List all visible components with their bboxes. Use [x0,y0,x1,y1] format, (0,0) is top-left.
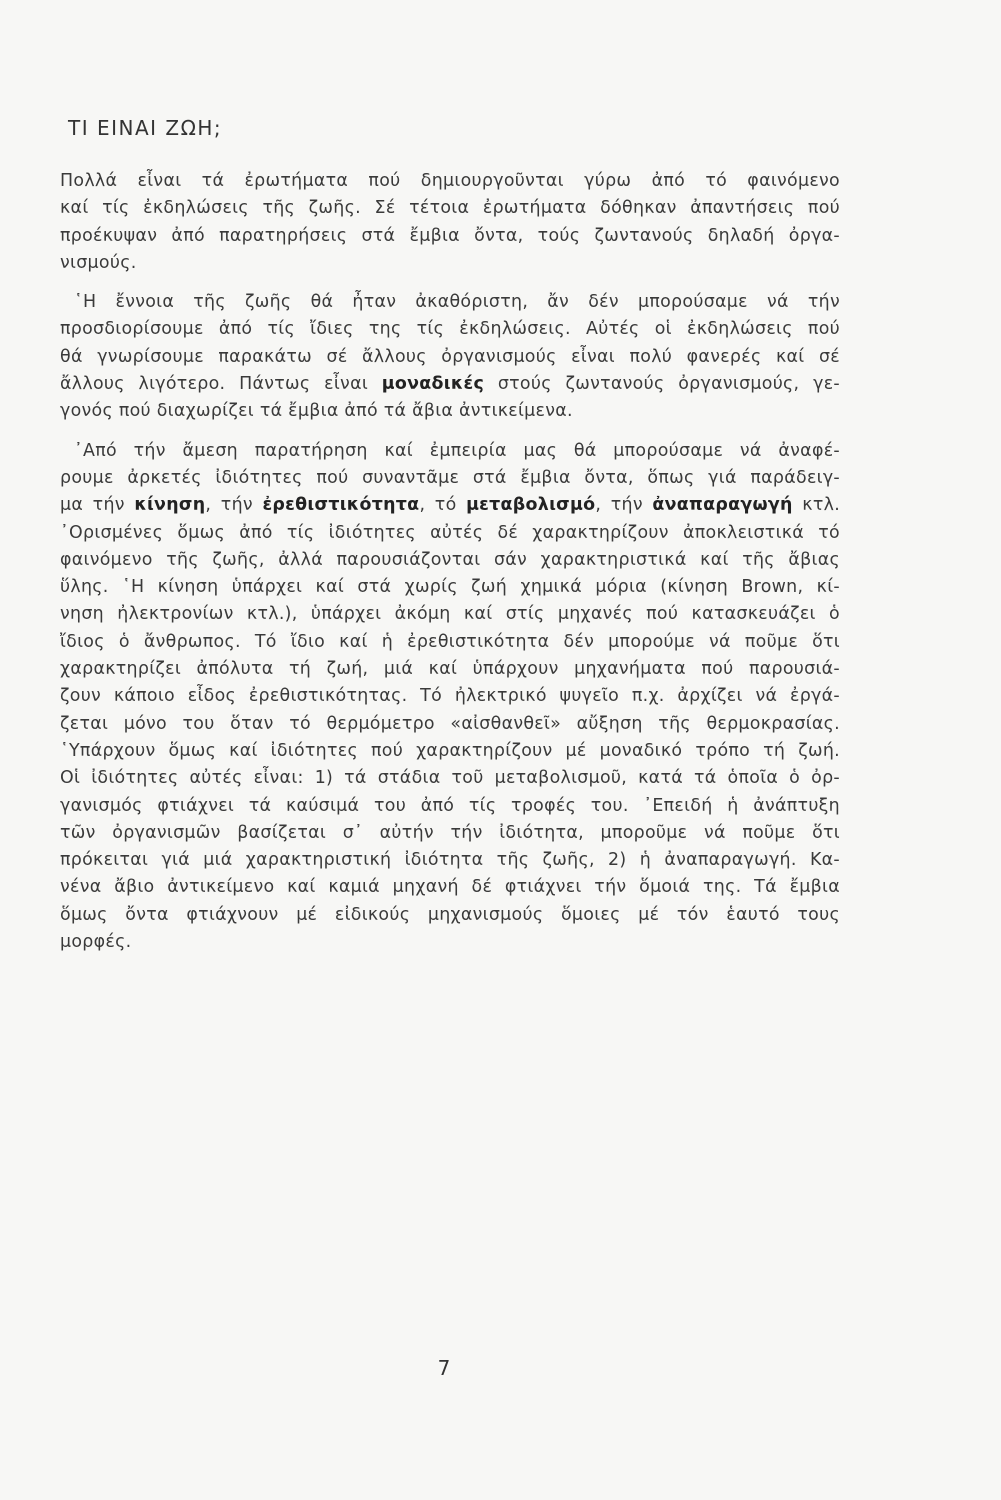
paragraph-2 [60,289,840,425]
text-segment: , τό [419,495,457,516]
text-line: φαινόμενο τῆς ζωῆς, ἀλλά παρουσιάζονται σάν χαρακτηριστικά καί τῆς ἄβιας [60,549,840,570]
text-segment: κτλ. [802,495,841,516]
text-segment: ἄλλους λιγότερο. Πάντως εἶναι [60,374,369,395]
emphasis-term: μεταβολισμό [466,495,596,516]
text-line: ἴδιος ὁ ἄνθρωπος. Τό ἴδιο καί ἡ ἐρεθιστικότητα δέν μπορούμε νά ποῦμε ὅτι [60,631,840,652]
text-line: ὅμως ὄντα φτιάχνουν μέ εἰδικούς μηχανισμούς ὅμοιες μέ τόν ἑαυτό τους [60,904,840,925]
text-line: νηση ἠλεκτρονίων κτλ.), ὑπάρχει ἀκόμη καί στίς μηχανές πού κατασκευάζει ὁ [60,604,840,625]
text-line: ζεται μόνο του ὅταν τό θερμόμετρο «αἰσθανθεῖ» αὔξηση τῆς θερμοκρασίας. [60,713,840,734]
text-line: ῾Η ἔννοια τῆς ζωῆς θά ἦταν ἀκαθόριστη, ἄν δέν μπορούσαμε νά τήν [74,292,840,313]
paragraph-1 [60,168,840,277]
chapter-title: ΤΙ ΕΙΝΑΙ ΖΩΗ; [68,116,223,140]
text-line [60,492,840,519]
text-line: γονός πού διαχωρίζει τά ἔμβια ἀπό τά ἄβια ἀντικείμενα. [60,401,573,422]
page-number: 7 [437,1356,451,1380]
text-line: τῶν ὀργανισμῶν βασίζεται σ᾽ αὐτήν τήν ἰδιότητα, μποροῦμε νά ποῦμε ὅτι [60,822,840,843]
text-segment: μα τήν [60,495,125,516]
text-line: Οἱ ἰδιότητες αὐτές εἶναι: 1) τά στάδια τοῦ μεταβολισμοῦ, κατά τά ὁποῖα ὁ ὀρ- [60,768,840,789]
text-segment: στούς ζωντανούς ὀργανισμούς, γε- [497,374,840,395]
text-line: ῾Υπάρχουν ὅμως καί ἰδιότητες πού χαρακτηρίζουν μέ μοναδικό τρόπο τή ζωή. [60,740,840,761]
text-line: ρουμε ἀρκετές ἰδιότητες πού συναντᾶμε στά ἔμβια ὄντα, ὅπως γιά παράδειγ- [60,467,840,488]
text-line: νισμούς. [60,252,137,273]
text-line: πρόκειται γιά μιά χαρακτηριστική ἰδιότητα τῆς ζωῆς, 2) ἡ ἀναπαραγωγή. Κα- [60,850,840,871]
emphasis-term: κίνηση [134,495,206,516]
text-line: νένα ἄβιο ἀντικείμενο καί καμιά μηχανή δέ φτιάχνει τήν ὅμοιά της. Τά ἔμβια [60,877,840,898]
emphasis-term: ἐρεθιστικότητα [262,495,420,516]
text-line: χαρακτηρίζει ἀπόλυτα τή ζωή, μιά καί ὑπάρχουν μηχανήματα πού παρουσιά- [60,659,840,680]
emphasis-term: μοναδικές [381,374,485,395]
emphasis-term: ἀναπαραγωγή [652,495,793,516]
body-text [60,168,840,968]
text-line: προσδιορίσουμε ἀπό τίς ἴδιες της τίς ἐκδηλώσεις. Αὐτές οἱ ἐκδηλώσεις πού [60,319,840,340]
text-segment: , τήν [205,495,253,516]
text-line: ᾽Από τήν ἄμεση παρατήρηση καί ἐμπειρία μας θά μπορούσαμε νά ἀναφέ- [74,440,840,461]
text-line: καί τίς ἐκδηλώσεις τῆς ζωῆς. Σέ τέτοια ἐρωτήματα δόθηκαν ἀπαντήσεις πού [60,198,840,219]
text-line: ὕλης. ῾Η κίνηση ὑπάρχει καί στά χωρίς ζωή χημικά μόρια (κίνηση Brown, κί- [60,577,840,598]
text-line: ᾽Ορισμένες ὅμως ἀπό τίς ἰδιότητες αὐτές δέ χαρακτηρίζουν ἀποκλειστικά τό [60,522,840,543]
text-line: προέκυψαν ἀπό παρατηρήσεις στά ἔμβια ὄντα, τούς ζωντανούς δηλαδή ὀργα- [60,225,840,246]
text-segment: , τήν [595,495,643,516]
text-line: μορφές. [60,932,132,953]
text-line: Πολλά εἶναι τά ἐρωτήματα πού δημιουργοῦνται γύρω ἀπό τό φαινόμενο [60,171,840,191]
text-line: θά γνωρίσουμε παρακάτω σέ ἄλλους ὀργανισμούς εἶναι πολύ φανερές καί σέ [60,346,840,367]
text-line [60,371,840,398]
text-line: γανισμός φτιάχνει τά καύσιμά του ἀπό τίς τροφές του. ᾽Επειδή ἡ ἀνάπτυξη [60,795,840,816]
paragraph-3 [60,438,840,957]
text-line: ζουν κάποιο εἶδος ἐρεθιστικότητας. Τό ἠλεκτρικό ψυγεῖο π.χ. ἀρχίζει νά ἐργά- [60,686,840,707]
